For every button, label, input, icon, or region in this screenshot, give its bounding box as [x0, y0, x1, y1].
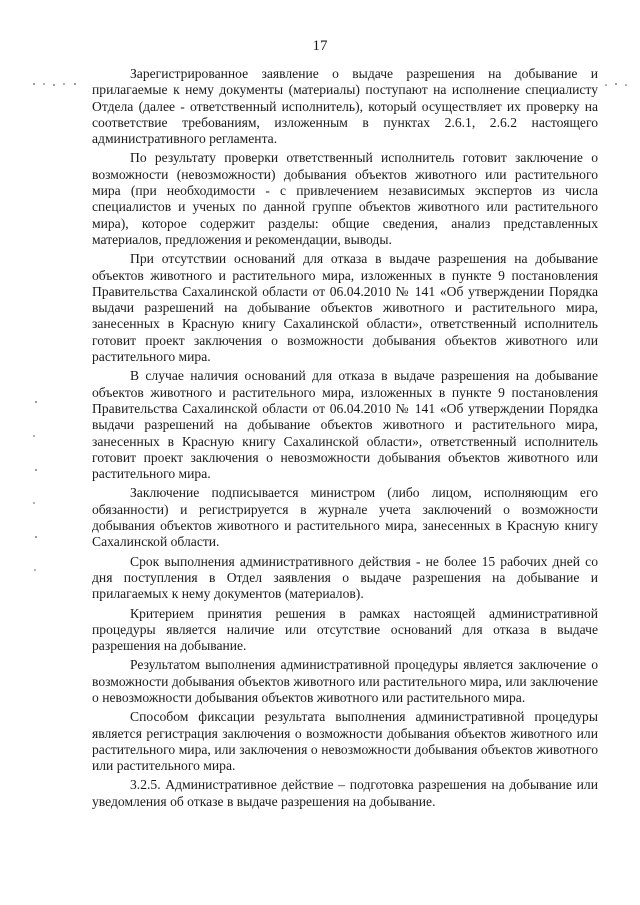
paragraph-registration: Зарегистрированное заявление о выдаче разрешения на добывание и прилагаемые к нему документы (материалы) поступают на исполнение специалисту Отдела (далее - ответственный исполнитель), который осуществляет их проверку на соответствие требованиям, изложенным в пунктах 2.6.1, 2.6.2 настоящего административного регламента.: [92, 66, 598, 147]
paragraph-signing: Заключение подписывается министром (либо лицом, исполняющим его обязанности) и регистрируется в журнале учета заключений о возможности добывания объектов животного и растительного мира, занесенных в Красную книгу Сахалинской области.: [92, 485, 598, 550]
paragraph-section-3-2-5: 3.2.5. Административное действие – подготовка разрешения на добывание или уведомления об отказе в выдаче разрешения на добывание.: [92, 777, 598, 809]
paragraph-procedure-result: Результатом выполнения административной процедуры является заключение о возможности добывания объектов животного или растительного мира, или заключение о невозможности добывания объектов животного или растительного мира.: [92, 657, 598, 705]
paragraph-deadline: Срок выполнения административного действия - не более 15 рабочих дней со дня поступления в Отдел заявления о выдаче разрешения на добывание и прилагаемых к нему документов (материалов).: [92, 553, 598, 602]
page-number: 17: [312, 38, 328, 54]
paragraph-fixation-method: Способом фиксации результата выполнения административной процедуры является регистрация заключения о возможности добывания объектов животного или растительного мира, или заключения о невозможности добывания объектов животного или растительного мира.: [92, 709, 598, 774]
paragraph-decision-criterion: Критерием принятия решения в рамках настоящей административной процедуры является наличие или отсутствие оснований для отказа в выдаче разрешения на добывание.: [92, 605, 598, 654]
paragraph-refusal-grounds: В случае наличия оснований для отказа в выдаче разрешения на добывание объектов животного и растительного мира, изложенных в пункте 9 постановления Правительства Сахалинской области от 06.04.2010 № 141 «Об утверждении Порядка выдачи разрешений на добывание объектов животного и растительного мира, занесенных в Красную книгу Сахалинской области», ответственный исполнитель готовит проект заключения о невозможности добывания объектов животного или растительного мира.: [92, 368, 598, 482]
paragraph-no-refusal-grounds: При отсутствии оснований для отказа в выдаче разрешения на добывание объектов животного и растительного мира, изложенных в пункте 9 постановления Правительства Сахалинской области от 06.04.2010 № 141 «Об утверждении Порядка выдачи разрешений на добывание объектов животного и растительного мира, занесенных в Красную книгу Сахалинской области», ответственный исполнитель готовит проект заключения о возможности добывания объектов животного или растительного мира.: [92, 251, 598, 365]
document-body: [92, 66, 598, 813]
paragraph-verification-result: По результату проверки ответственный исполнитель готовит заключение о возможности (невозможности) добывания объектов животного или растительного мира (при необходимости - с привлечением независимых экспертов из числа специалистов и ученых по данной группе объектов животного или растительного мира), которое содержит разделы: общие сведения, анализ представленных материалов, предложения и рекомендации, выводы.: [92, 150, 598, 247]
